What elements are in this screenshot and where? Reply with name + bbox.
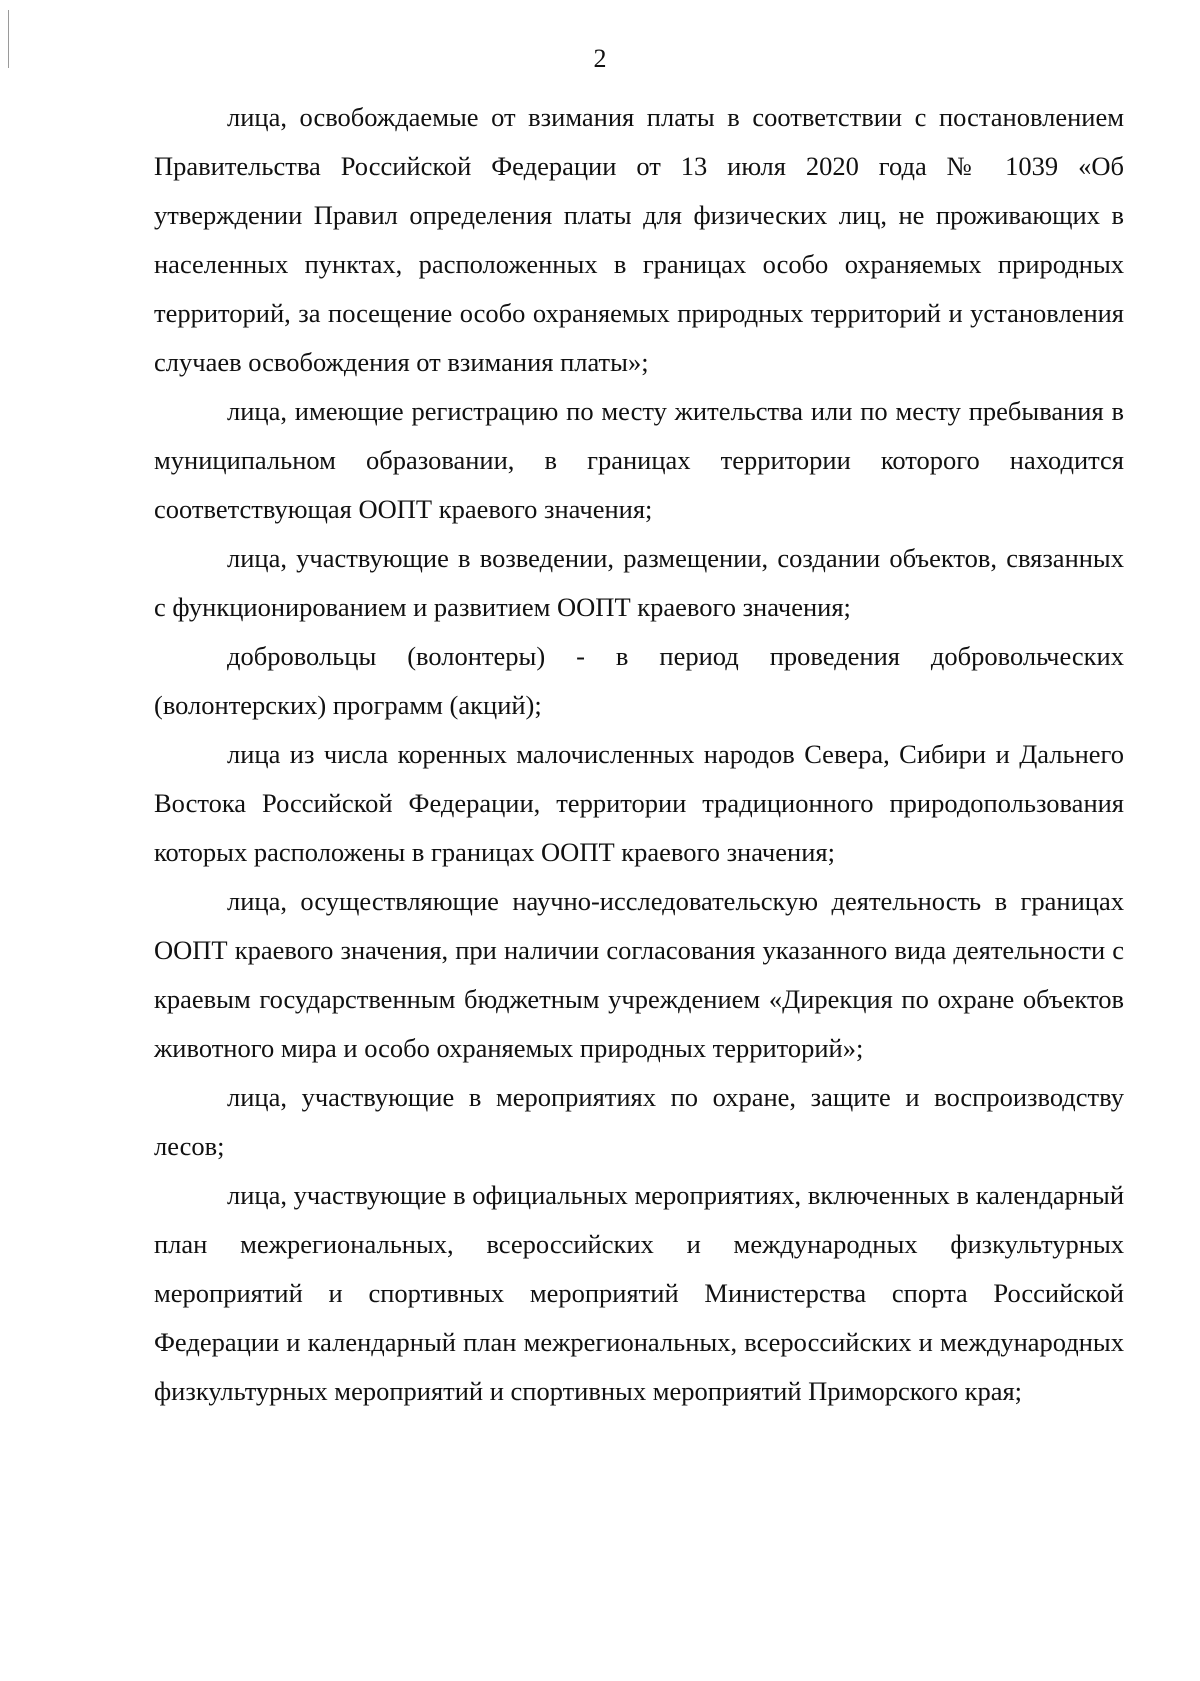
paragraph-registered-residents: лица, имеющие регистрацию по месту жительства или по месту пребывания в муниципальном образовании, в границах территории которого находится соответствующая ООПТ краевого значения;: [154, 396, 1124, 524]
paragraph-forest-protection: лица, участвующие в мероприятиях по охране, защите и воспроизводству лесов;: [154, 1082, 1124, 1161]
paragraph-indigenous-peoples: лица из числа коренных малочисленных народов Севера, Сибири и Дальнего Востока Российской Федерации, территории традиционного природопользования которых расположены в границах ООПТ краевого значения;: [154, 739, 1124, 867]
paragraph-researchers: лица, осуществляющие научно-исследовательскую деятельность в границах ООПТ краевого значения, при наличии согласования указанного вида деятельности с краевым государственным бюджетным учреждением «Дирекция по охране объектов животного мира и особо охраняемых природных территорий»;: [154, 886, 1124, 1063]
paragraph-construction-participants: лица, участвующие в возведении, размещении, создании объектов, связанных с функционированием и развитием ООПТ краевого значения;: [154, 543, 1124, 622]
paragraph-volunteers: добровольцы (волонтеры) - в период проведения добровольческих (волонтерских) программ (акций);: [154, 641, 1124, 720]
page-number: 2: [593, 44, 607, 73]
paragraph-exempt-by-government-decree: лица, освобождаемые от взимания платы в соответствии с постановлением Правительства Российской Федерации от 13 июля 2020 года № 1039 «Об утверждении Правил определения платы для физических лиц, не проживающих в населенных пунктах, расположенных в границах особо охраняемых природных территорий, за посещение особо охраняемых природных территорий и установления случаев освобождения от взимания платы»;: [154, 102, 1124, 377]
document-body: [154, 93, 1124, 1416]
paragraph-sports-events: лица, участвующие в официальных мероприятиях, включенных в календарный план межрегиональных, всероссийских и международных физкультурных мероприятий и спортивных мероприятий Министерства спорта Российской Федерации и календарный план межрегиональных, всероссийских и международных физкультурных мероприятий и спортивных мероприятий Приморского края;: [154, 1180, 1124, 1406]
